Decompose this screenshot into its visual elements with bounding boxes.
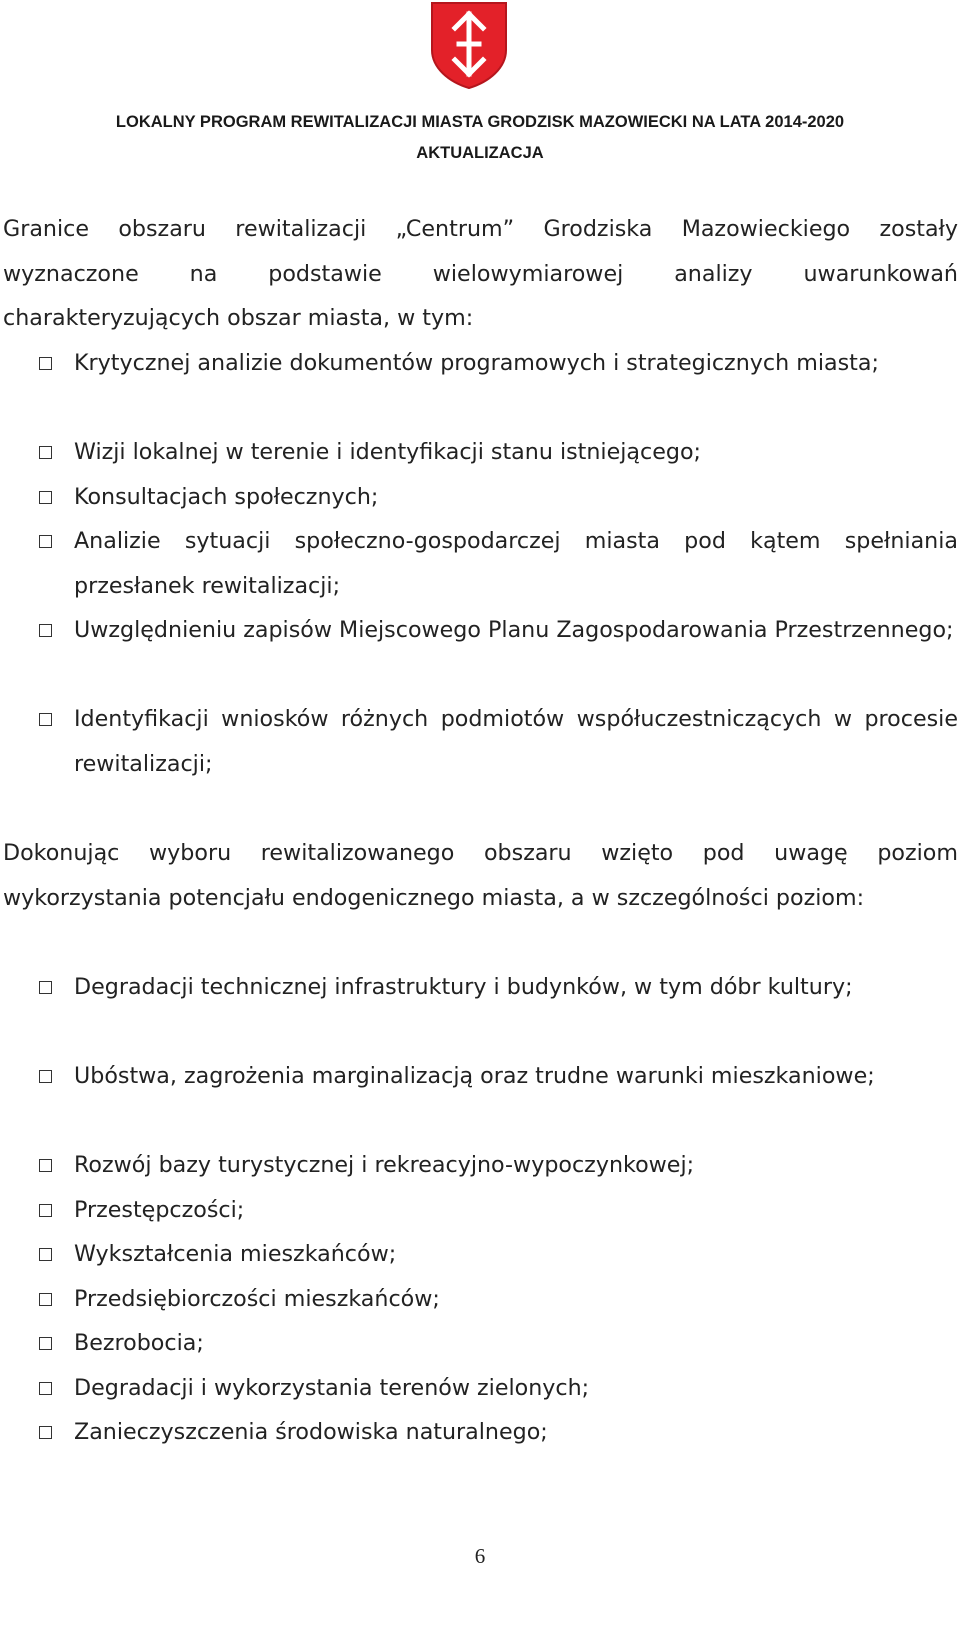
list-item-text: Uwzględnieniu zapisów Miejscowego Planu Zagospodarowania Przestrzennego; (74, 617, 954, 643)
checkbox-empty-icon (39, 1337, 52, 1350)
list-item-text: Ubóstwa, zagrożenia marginalizacją oraz trudne warunki mieszkaniowe; (74, 1063, 875, 1089)
checkbox-empty-icon (39, 1159, 52, 1172)
checkbox-empty-icon (39, 535, 52, 548)
list-item (39, 1232, 958, 1277)
list-item (39, 519, 958, 608)
list-item (39, 1321, 958, 1366)
list-item-text: Bezrobocia; (74, 1330, 204, 1356)
list-item (39, 1410, 958, 1455)
list-item (39, 965, 958, 1010)
checkbox-empty-icon (39, 624, 52, 637)
checkbox-empty-icon (39, 1204, 52, 1217)
checkbox-empty-icon (39, 1248, 52, 1261)
checkbox-empty-icon (39, 713, 52, 726)
list-item (39, 1054, 958, 1099)
list-item-text: Rozwój bazy turystycznej i rekreacyjno-wypoczynkowej; (74, 1152, 695, 1178)
checkbox-empty-icon (39, 1293, 52, 1306)
list-item-text: Przedsiębiorczości mieszkańców; (74, 1286, 440, 1312)
list-item (39, 1143, 958, 1188)
list-item-text: Degradacji i wykorzystania terenów zielonych; (74, 1375, 590, 1401)
list-item (39, 1188, 958, 1233)
document-header-title: LOKALNY PROGRAM REWITALIZACJI MIASTA GRODZISK MAZOWIECKI NA LATA 2014-2020 (115, 113, 845, 131)
list-item (39, 430, 958, 475)
section2-intro-paragraph: Dokonując wyboru rewitalizowanego obszaru wzięto pod uwagę poziom wykorzystania potencjału endogenicznego miasta, a w szczególności poziom: (3, 840, 958, 911)
list-item (39, 608, 958, 653)
list-item (39, 1277, 958, 1322)
list-item-text: Wizji lokalnej w terenie i identyfikacji stanu istniejącego; (74, 439, 701, 465)
list-item (39, 341, 958, 386)
section1-intro-paragraph: Granice obszaru rewitalizacji „Centrum” Grodziska Mazowieckiego zostały wyznaczone na podstawie wielowymiarowej analizy uwarunkowań charakteryzujących obszar miasta, w tym: (3, 216, 958, 332)
page-number: 6 (474, 1544, 486, 1568)
list-item-text: Przestępczości; (74, 1197, 245, 1223)
list-item-text: Identyfikacji wniosków różnych podmiotów współuczestniczących w procesie rewitalizacji; (74, 706, 958, 777)
list-item-text: Wykształcenia mieszkańców; (74, 1241, 397, 1267)
list-item-text: Krytycznej analizie dokumentów programowych i strategicznych miasta; (74, 350, 879, 376)
list-item-text: Degradacji technicznej infrastruktury i budynków, w tym dóbr kultury; (74, 974, 853, 1000)
list-item-text: Analizie sytuacji społeczno-gospodarczej miasta pod kątem spełniania przesłanek rewitalizacji; (74, 528, 958, 599)
checkbox-empty-icon (39, 1426, 52, 1439)
checkbox-empty-icon (39, 1070, 52, 1083)
coat-of-arms-crest (429, 0, 509, 90)
list-item-text: Konsultacjach społecznych; (74, 484, 379, 510)
checkbox-empty-icon (39, 1382, 52, 1395)
checkbox-empty-icon (39, 446, 52, 459)
checkbox-empty-icon (39, 981, 52, 994)
document-header-subtitle: AKTUALIZACJA (416, 144, 544, 162)
checkbox-empty-icon (39, 357, 52, 370)
list-item (39, 475, 958, 520)
list-item-text: Zanieczyszczenia środowiska naturalnego; (74, 1419, 548, 1445)
list-item (39, 1366, 958, 1411)
list-item (39, 697, 958, 786)
checkbox-empty-icon (39, 491, 52, 504)
